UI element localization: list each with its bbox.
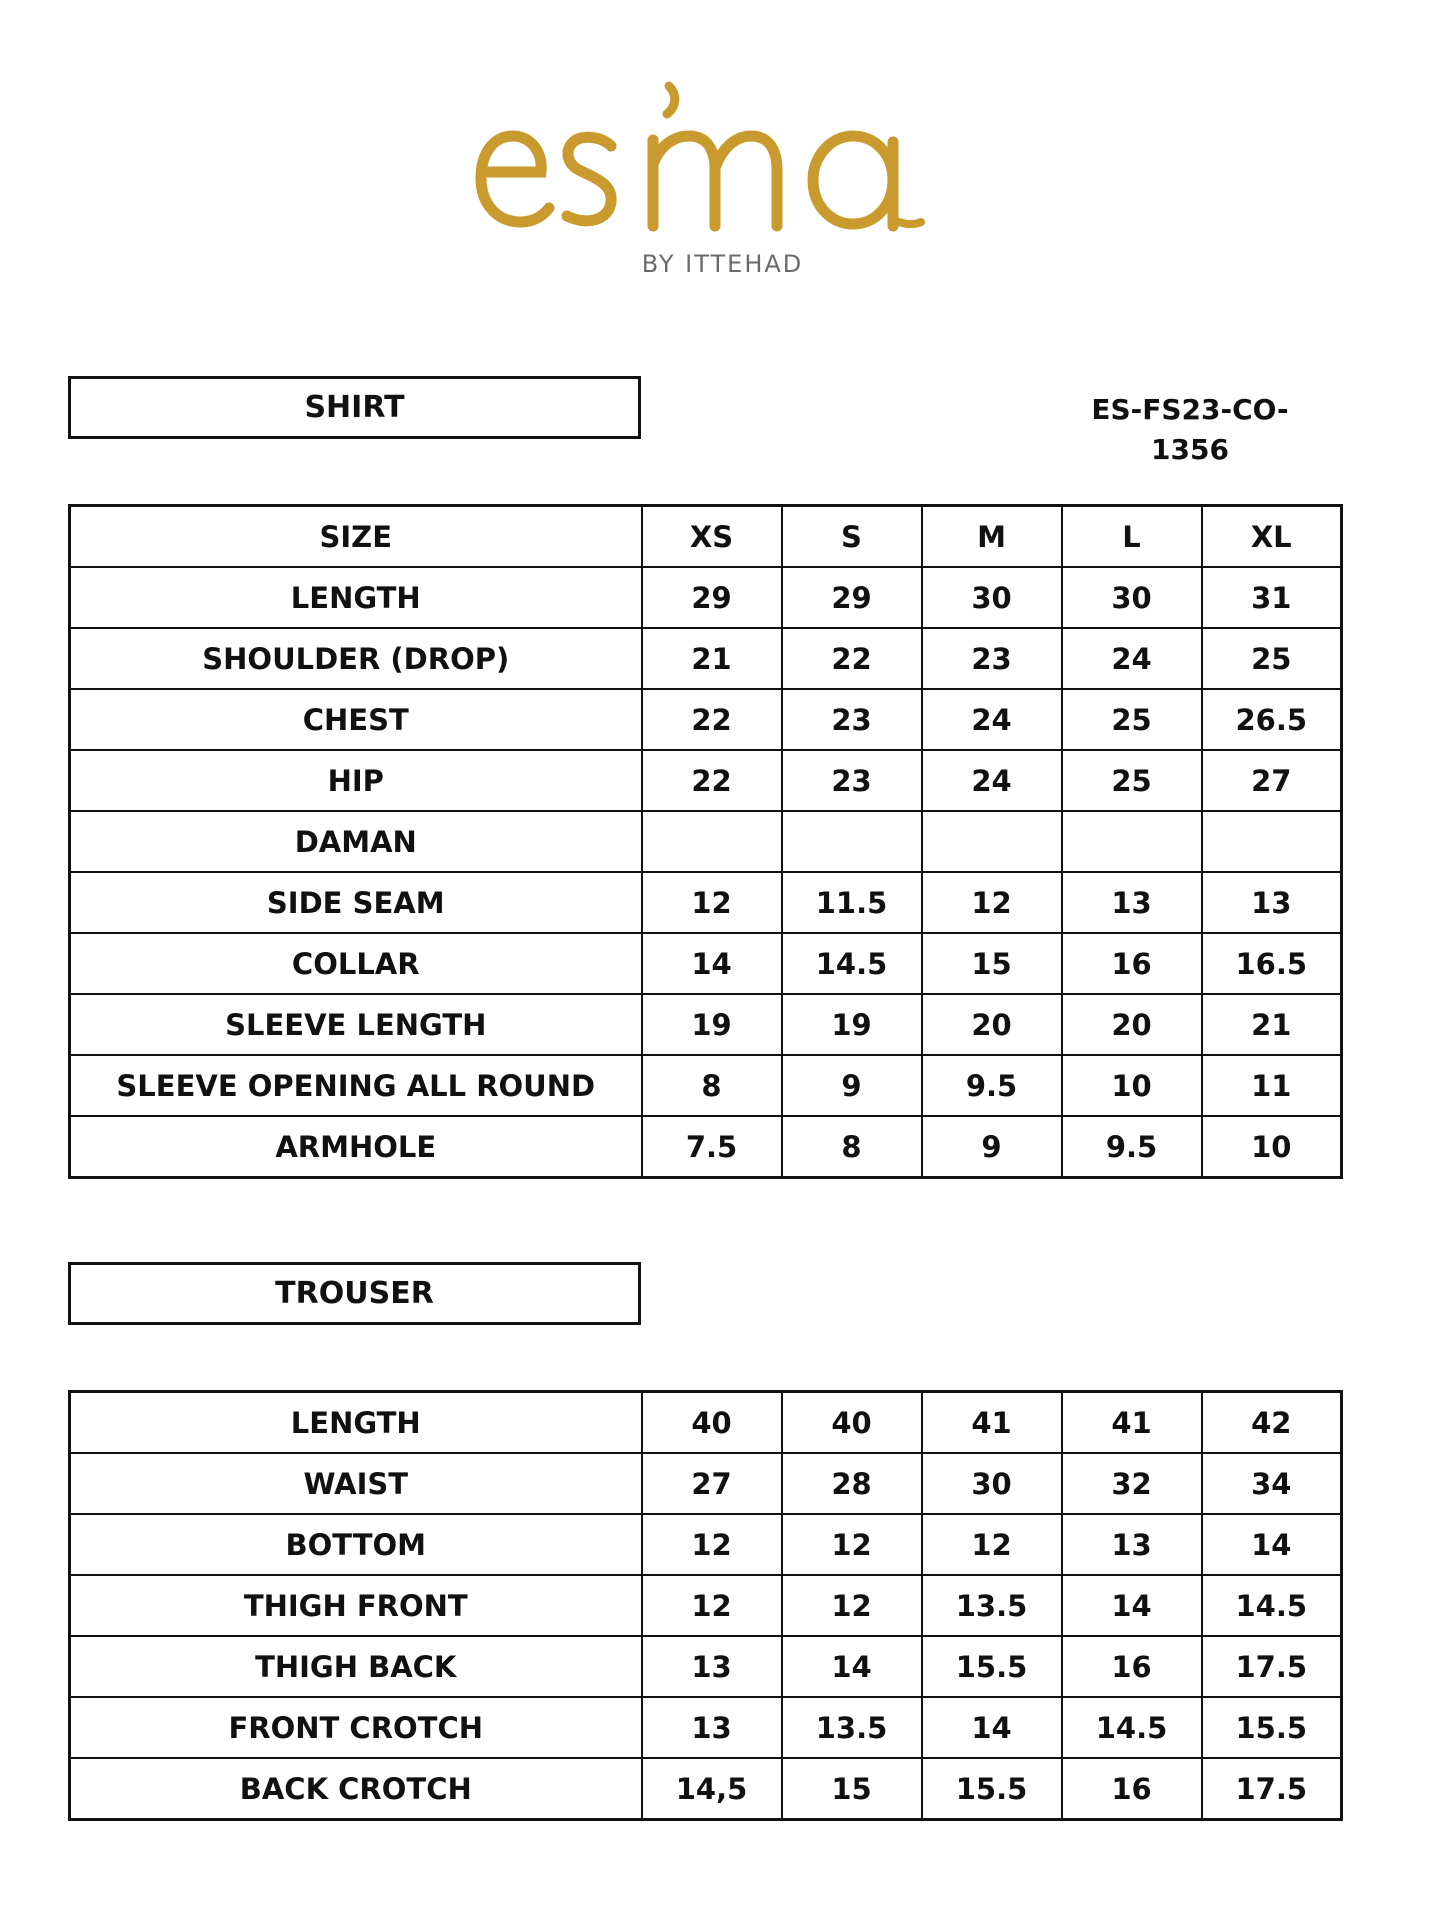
measure-value	[642, 811, 782, 872]
table-row	[70, 628, 1342, 689]
measure-value: 30	[922, 1453, 1062, 1514]
measure-label: SHOULDER (DROP)	[70, 628, 642, 689]
measure-label: LENGTH	[70, 567, 642, 628]
table-row	[70, 750, 1342, 811]
measure-value: 20	[922, 994, 1062, 1055]
measure-value: 14	[1062, 1575, 1202, 1636]
measure-value: 30	[1062, 567, 1202, 628]
measure-value: 19	[782, 994, 922, 1055]
measure-value: 41	[922, 1392, 1062, 1454]
measure-value: 14,5	[642, 1758, 782, 1820]
measure-value: 16	[1062, 1636, 1202, 1697]
measure-value: 15	[782, 1758, 922, 1820]
measure-label: HIP	[70, 750, 642, 811]
header-cell: XS	[642, 506, 782, 568]
measure-value: 9	[782, 1055, 922, 1116]
measure-value	[1202, 811, 1342, 872]
measure-value: 30	[922, 567, 1062, 628]
measure-value: 10	[1202, 1116, 1342, 1178]
measure-label: FRONT CROTCH	[70, 1697, 642, 1758]
measure-label: CHEST	[70, 689, 642, 750]
measure-value: 19	[642, 994, 782, 1055]
measure-value: 27	[642, 1453, 782, 1514]
measure-value: 28	[782, 1453, 922, 1514]
table-row	[70, 933, 1342, 994]
table-row	[70, 1514, 1342, 1575]
measure-value: 23	[782, 750, 922, 811]
measure-value: 13	[1062, 872, 1202, 933]
measure-value: 16.5	[1202, 933, 1342, 994]
measure-label: WAIST	[70, 1453, 642, 1514]
style-code: ES-FS23-CO-1356	[1091, 393, 1289, 466]
brand-logo	[0, 80, 1445, 250]
table-row	[70, 994, 1342, 1055]
measure-value: 27	[1202, 750, 1342, 811]
measure-value: 8	[782, 1116, 922, 1178]
measure-value: 12	[922, 872, 1062, 933]
measure-value: 12	[642, 872, 782, 933]
measure-value: 13	[1062, 1514, 1202, 1575]
measure-value: 16	[1062, 933, 1202, 994]
measure-value: 14	[782, 1636, 922, 1697]
measure-value: 12	[642, 1575, 782, 1636]
measure-value: 34	[1202, 1453, 1342, 1514]
measure-value: 14	[642, 933, 782, 994]
measure-value: 24	[1062, 628, 1202, 689]
measure-value	[782, 811, 922, 872]
table-row	[70, 689, 1342, 750]
measure-value: 13.5	[782, 1697, 922, 1758]
measure-value: 20	[1062, 994, 1202, 1055]
measure-value: 9.5	[1062, 1116, 1202, 1178]
measure-value: 15	[922, 933, 1062, 994]
measure-value: 8	[642, 1055, 782, 1116]
measure-value: 25	[1202, 628, 1342, 689]
table-row	[70, 1636, 1342, 1697]
measure-value: 15.5	[922, 1758, 1062, 1820]
header-cell: L	[1062, 506, 1202, 568]
table-row	[70, 1697, 1342, 1758]
measure-value: 15.5	[1202, 1697, 1342, 1758]
measure-value: 17.5	[1202, 1758, 1342, 1820]
measure-value: 14	[1202, 1514, 1342, 1575]
table-row	[70, 811, 1342, 872]
measure-label: COLLAR	[70, 933, 642, 994]
table-row	[70, 1116, 1342, 1178]
table-row	[70, 567, 1342, 628]
measure-value: 9.5	[922, 1055, 1062, 1116]
measure-value: 13	[642, 1697, 782, 1758]
table-row	[70, 872, 1342, 933]
measure-label: SLEEVE LENGTH	[70, 994, 642, 1055]
measure-value: 21	[1202, 994, 1342, 1055]
brand-subtitle: BY ITTEHAD	[641, 250, 804, 278]
header-cell: S	[782, 506, 922, 568]
measure-value: 13	[1202, 872, 1342, 933]
measure-value: 7.5	[642, 1116, 782, 1178]
table-row	[70, 1392, 1342, 1454]
measure-value: 14.5	[1062, 1697, 1202, 1758]
measure-value: 13	[642, 1636, 782, 1697]
measure-value: 29	[782, 567, 922, 628]
measure-label: ARMHOLE	[70, 1116, 642, 1178]
measure-value: 31	[1202, 567, 1342, 628]
measure-label: THIGH BACK	[70, 1636, 642, 1697]
measure-value: 14.5	[782, 933, 922, 994]
shirt-section-label: SHIRT	[68, 376, 641, 439]
measure-value: 40	[782, 1392, 922, 1454]
shirt-size-table	[68, 504, 1343, 1179]
measure-value: 12	[782, 1514, 922, 1575]
measure-value: 10	[1062, 1055, 1202, 1116]
measure-value: 22	[782, 628, 922, 689]
measure-value: 24	[922, 750, 1062, 811]
measure-value: 32	[1062, 1453, 1202, 1514]
measure-label: BACK CROTCH	[70, 1758, 642, 1820]
measure-value: 25	[1062, 750, 1202, 811]
measure-value: 12	[922, 1514, 1062, 1575]
table-row	[70, 1758, 1342, 1820]
measure-value: 40	[642, 1392, 782, 1454]
measure-value: 11.5	[782, 872, 922, 933]
trouser-section-label: TROUSER	[68, 1262, 641, 1325]
measure-value: 23	[922, 628, 1062, 689]
measure-label: THIGH FRONT	[70, 1575, 642, 1636]
measure-label: BOTTOM	[70, 1514, 642, 1575]
measure-value: 23	[782, 689, 922, 750]
measure-value: 29	[642, 567, 782, 628]
measure-value: 14.5	[1202, 1575, 1342, 1636]
measure-value: 12	[642, 1514, 782, 1575]
table-row	[70, 1575, 1342, 1636]
measure-value: 14	[922, 1697, 1062, 1758]
measure-value: 9	[922, 1116, 1062, 1178]
measure-label: SLEEVE OPENING ALL ROUND	[70, 1055, 642, 1116]
measure-label: SIDE SEAM	[70, 872, 642, 933]
measure-value	[922, 811, 1062, 872]
measure-value: 15.5	[922, 1636, 1062, 1697]
measure-value	[1062, 811, 1202, 872]
measure-value: 26.5	[1202, 689, 1342, 750]
measure-value: 24	[922, 689, 1062, 750]
measure-value: 16	[1062, 1758, 1202, 1820]
measure-value: 42	[1202, 1392, 1342, 1454]
measure-value: 21	[642, 628, 782, 689]
measure-value: 22	[642, 689, 782, 750]
measure-value: 22	[642, 750, 782, 811]
header-cell: M	[922, 506, 1062, 568]
measure-value: 12	[782, 1575, 922, 1636]
table-header-row	[70, 506, 1342, 568]
measure-label: LENGTH	[70, 1392, 642, 1454]
trouser-size-table	[68, 1390, 1343, 1821]
measure-label: DAMAN	[70, 811, 642, 872]
measure-value: 41	[1062, 1392, 1202, 1454]
measure-value: 17.5	[1202, 1636, 1342, 1697]
header-cell: XL	[1202, 506, 1342, 568]
esma-logo-mark	[463, 80, 983, 250]
measure-value: 11	[1202, 1055, 1342, 1116]
measure-value: 13.5	[922, 1575, 1062, 1636]
header-cell: SIZE	[70, 506, 642, 568]
table-row	[70, 1055, 1342, 1116]
table-row	[70, 1453, 1342, 1514]
measure-value: 25	[1062, 689, 1202, 750]
